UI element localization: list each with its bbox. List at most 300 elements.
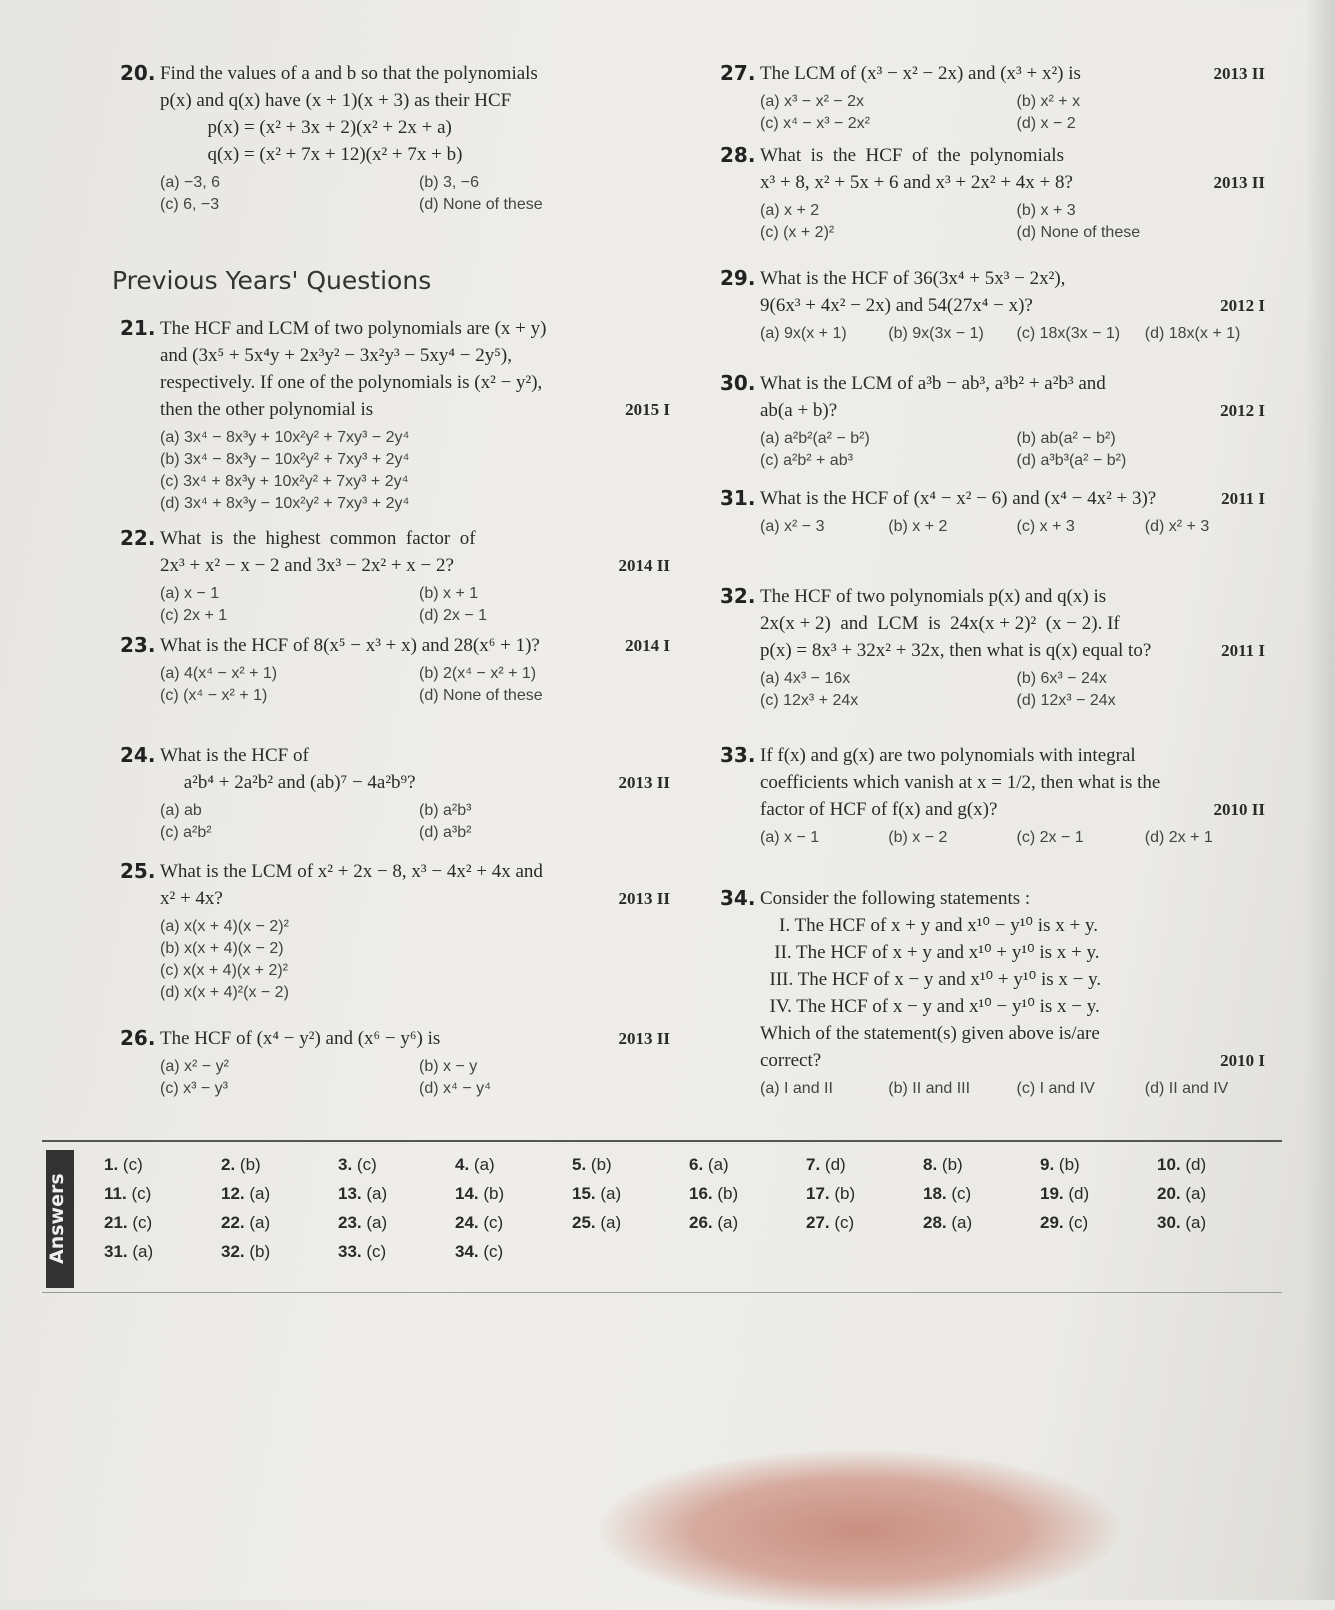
- question-text: If f(x) and g(x) are two polynomials with integral: [760, 745, 1136, 766]
- options-list: [160, 1056, 670, 1100]
- answer-choice: (d): [1185, 1155, 1207, 1174]
- answer-number: 17.: [806, 1184, 830, 1203]
- question-text: The HCF and LCM of two polynomials are (x + y): [160, 318, 547, 339]
- answer-number: 32.: [221, 1242, 245, 1261]
- question-text-line: [160, 885, 670, 912]
- question-text-line: [760, 485, 1265, 512]
- option-a: (a) −3, 6: [160, 174, 221, 191]
- option-a: (a) x + 2: [760, 202, 820, 219]
- question-34: [720, 885, 1265, 1100]
- answer-item: [221, 1152, 338, 1177]
- option-d: (d) x⁴ − y⁴: [419, 1080, 491, 1097]
- answer-item: [806, 1181, 923, 1206]
- exam-year: 2015 I: [625, 400, 670, 419]
- question-text: What is the HCF of 8(x⁵ − x³ + x) and 28(x⁶ + 1)?: [160, 635, 540, 656]
- answer-number: 16.: [689, 1184, 713, 1203]
- answer-item: [455, 1181, 572, 1206]
- question-text-line: [160, 60, 670, 87]
- answer-choice: (c): [366, 1242, 387, 1261]
- option-a: (a) x − 1: [160, 585, 220, 602]
- question-number: 29.: [720, 266, 756, 290]
- answer-item: [923, 1210, 1040, 1235]
- question-30: [720, 370, 1265, 472]
- option-d: (d) None of these: [419, 196, 543, 213]
- question-text: x³ + 8, x² + 5x + 6 and x³ + 2x² + 4x + 8?: [760, 172, 1073, 193]
- answer-choice: (a): [132, 1242, 154, 1261]
- answer-number: 33.: [338, 1242, 362, 1261]
- answer-number: 34.: [455, 1242, 479, 1261]
- question-text-line: [160, 87, 670, 114]
- answer-choice: (c): [356, 1155, 377, 1174]
- answer-choice: (a): [249, 1184, 271, 1203]
- question-number: 33.: [720, 743, 756, 767]
- question-text: I. The HCF of x + y and x¹⁰ − y¹⁰ is x + y.: [760, 915, 1098, 936]
- answer-choice: (b): [941, 1155, 963, 1174]
- question-text: II. The HCF of x + y and x¹⁰ + y¹⁰ is x + y.: [760, 942, 1100, 963]
- answer-item: [104, 1181, 221, 1206]
- question-text-line: [760, 966, 1265, 993]
- answer-item: [1040, 1210, 1157, 1235]
- option-b: (b) 6x³ − 24x: [1016, 670, 1107, 687]
- option-d: (d) None of these: [419, 687, 543, 704]
- answer-item: [1040, 1239, 1157, 1264]
- answer-number: 13.: [338, 1184, 362, 1203]
- question-24: [120, 742, 670, 844]
- answer-item: [221, 1181, 338, 1206]
- question-text-line: [760, 292, 1265, 319]
- question-text-line: [760, 939, 1265, 966]
- option-b: (b) x + 1: [419, 585, 479, 602]
- question-number: 21.: [120, 316, 156, 340]
- answer-choice: (a): [1185, 1184, 1207, 1203]
- question-text: p(x) and q(x) have (x + 1)(x + 3) as their HCF: [160, 90, 512, 111]
- question-text-line: [160, 858, 670, 885]
- question-text: respectively. If one of the polynomials is (x² − y²),: [160, 372, 543, 393]
- question-23: [120, 632, 670, 707]
- option-c: (c) a²b² + ab³: [760, 452, 853, 469]
- answer-choice: (b): [483, 1184, 505, 1203]
- answer-number: 27.: [806, 1213, 830, 1232]
- option-b: (b) x − y: [419, 1058, 478, 1075]
- option-d: (d) II and IV: [1144, 1080, 1229, 1097]
- options-list: [160, 172, 670, 216]
- question-text: What is the highest common factor of: [160, 528, 476, 549]
- answer-choice: (b): [239, 1155, 261, 1174]
- question-text: ab(a + b)?: [760, 400, 838, 421]
- option-b: (b) 3, −6: [419, 174, 480, 191]
- question-text: correct?: [760, 1050, 822, 1071]
- answer-choice: (a): [366, 1184, 388, 1203]
- question-text: coefficients which vanish at x = 1/2, then what is the: [760, 772, 1161, 793]
- question-22: [120, 525, 670, 627]
- answer-number: 14.: [455, 1184, 479, 1203]
- option-c: (c) (x⁴ − x² + 1): [160, 687, 268, 704]
- option-b: (b) x(x + 4)(x − 2): [160, 940, 284, 957]
- answer-number: 30.: [1157, 1213, 1181, 1232]
- answer-choice: (a): [366, 1213, 388, 1232]
- answer-choice: (a): [473, 1155, 495, 1174]
- answers-label: Answers: [46, 1150, 74, 1288]
- question-number: 23.: [120, 633, 156, 657]
- question-text-line: [160, 141, 670, 168]
- question-number: 32.: [720, 584, 756, 608]
- question-text-line: [160, 396, 670, 423]
- options-list: [160, 427, 670, 515]
- question-text-line: [760, 993, 1265, 1020]
- answer-number: 4.: [455, 1155, 470, 1174]
- question-31: [720, 485, 1265, 538]
- exam-year: 2011 I: [1221, 641, 1265, 660]
- answer-number: 6.: [689, 1155, 704, 1174]
- option-b: (b) ab(a² − b²): [1016, 430, 1116, 447]
- option-c: (c) a²b²: [160, 824, 212, 841]
- answer-number: 5.: [572, 1155, 587, 1174]
- question-28: [720, 142, 1265, 244]
- section-heading: Previous Years' Questions: [112, 266, 432, 295]
- question-text: What is the HCF of the polynomials: [760, 145, 1064, 166]
- question-27: [720, 60, 1265, 135]
- question-text-line: [760, 60, 1265, 87]
- answer-item: [572, 1210, 689, 1235]
- question-text-line: [760, 1020, 1265, 1047]
- question-text: The LCM of (x³ − x² − 2x) and (x³ + x²) is: [760, 63, 1081, 84]
- answer-number: 20.: [1157, 1184, 1181, 1203]
- answer-choice: (d): [824, 1155, 846, 1174]
- answer-choice: (a): [707, 1155, 729, 1174]
- question-number: 28.: [720, 143, 756, 167]
- answer-item: [1157, 1152, 1274, 1177]
- question-21: [120, 315, 670, 515]
- answer-number: 22.: [221, 1213, 245, 1232]
- answer-choice: (c): [131, 1184, 152, 1203]
- question-text: and (3x⁵ + 5x⁴y + 2x³y² − 3x²y³ − 5xy⁴ − 2y⁵),: [160, 345, 512, 366]
- question-text-line: [160, 742, 670, 769]
- answer-number: 29.: [1040, 1213, 1064, 1232]
- exam-year: 2013 II: [1213, 173, 1265, 192]
- answer-choice: (c): [951, 1184, 972, 1203]
- options-list: [760, 668, 1265, 712]
- option-b: (b) a²b³: [419, 802, 472, 819]
- answer-item: [1040, 1181, 1157, 1206]
- answer-item: [1040, 1152, 1157, 1177]
- exam-year: 2012 I: [1220, 296, 1265, 315]
- answer-choice: (c): [834, 1213, 855, 1232]
- question-text-line: [760, 370, 1265, 397]
- options-list: [160, 800, 670, 844]
- question-text-line: [160, 1025, 670, 1052]
- answer-item: [338, 1210, 455, 1235]
- question-text-line: [760, 610, 1265, 637]
- answer-number: 10.: [1157, 1155, 1181, 1174]
- question-text-line: [760, 169, 1265, 196]
- options-list: [160, 916, 670, 1004]
- option-d: (d) None of these: [1016, 224, 1141, 241]
- question-text: What is the HCF of 36(3x⁴ + 5x³ − 2x²),: [760, 268, 1066, 289]
- answer-choice: (a): [717, 1213, 739, 1232]
- answer-choice: (c): [132, 1213, 153, 1232]
- exam-year: 2014 I: [625, 636, 670, 655]
- option-c: (c) 6, −3: [160, 196, 220, 213]
- page-edge-shadow: [1305, 0, 1335, 1600]
- page-smudge: [600, 1450, 1120, 1610]
- option-b: (b) II and III: [888, 1080, 971, 1097]
- question-text: What is the HCF of (x⁴ − x² − 6) and (x⁴ − 4x² + 3)?: [760, 488, 1157, 509]
- answer-number: 25.: [572, 1213, 596, 1232]
- question-text: 2x³ + x² − x − 2 and 3x³ − 2x² + x − 2?: [160, 555, 454, 576]
- question-33: [720, 742, 1265, 849]
- answer-item: [1157, 1239, 1274, 1264]
- answer-choice: (b): [249, 1242, 271, 1261]
- question-29: [720, 265, 1265, 345]
- option-a: (a) x² − y²: [160, 1058, 229, 1075]
- answer-choice: (a): [600, 1213, 622, 1232]
- question-25: [120, 858, 670, 1004]
- options-list: [760, 200, 1265, 244]
- question-text: III. The HCF of x − y and x¹⁰ + y¹⁰ is x − y.: [760, 969, 1102, 990]
- question-text-line: [160, 632, 670, 659]
- answer-item: [689, 1152, 806, 1177]
- option-c: (c) 3x⁴ + 8x³y + 10x²y² + 7xy³ + 2y⁴: [160, 473, 409, 490]
- answers-grid: [104, 1152, 1274, 1264]
- question-text: 2x(x + 2) and LCM is 24x(x + 2)² (x − 2). If: [760, 613, 1120, 634]
- answer-item: [806, 1210, 923, 1235]
- question-number: 27.: [720, 61, 756, 85]
- question-number: 26.: [120, 1026, 156, 1050]
- question-number: 31.: [720, 486, 756, 510]
- answer-choice: (c): [483, 1242, 504, 1261]
- answer-item: [221, 1210, 338, 1235]
- question-text-line: [760, 885, 1265, 912]
- option-b: (b) 9x(3x − 1): [888, 325, 984, 342]
- option-b: (b) 2(x⁴ − x² + 1): [419, 665, 537, 682]
- answer-number: 18.: [923, 1184, 947, 1203]
- answer-number: 15.: [572, 1184, 596, 1203]
- question-text: 9(6x³ + 4x² − 2x) and 54(27x⁴ − x)?: [760, 295, 1033, 316]
- options-list: [760, 91, 1265, 135]
- question-text-line: [760, 912, 1265, 939]
- exam-year: 2010 I: [1220, 1051, 1265, 1070]
- answer-number: 31.: [104, 1242, 128, 1261]
- question-number: 22.: [120, 526, 156, 550]
- option-a: (a) x(x + 4)(x − 2)²: [160, 918, 289, 935]
- answer-item: [806, 1239, 923, 1264]
- answer-item: [338, 1239, 455, 1264]
- answer-item: [1157, 1181, 1274, 1206]
- options-list: [760, 323, 1265, 345]
- question-text: a²b⁴ + 2a²b² and (ab)⁷ − 4a²b⁹?: [160, 772, 416, 793]
- question-text: p(x) = 8x³ + 32x² + 32x, then what is q(x) equal to?: [760, 640, 1152, 661]
- answer-number: 24.: [455, 1213, 479, 1232]
- option-d: (d) a³b²: [419, 824, 472, 841]
- option-c: (c) x + 3: [1016, 518, 1075, 535]
- answer-number: 8.: [923, 1155, 938, 1174]
- option-b: (b) x + 2: [888, 518, 948, 535]
- question-text-line: [760, 637, 1265, 664]
- answer-item: [572, 1152, 689, 1177]
- answer-item: [572, 1239, 689, 1264]
- answer-choice: (b): [1058, 1155, 1080, 1174]
- answer-number: 3.: [338, 1155, 353, 1174]
- option-b: (b) x² + x: [1016, 93, 1081, 110]
- option-c: (c) x(x + 4)(x + 2)²: [160, 962, 289, 979]
- question-text: factor of HCF of f(x) and g(x)?: [760, 799, 998, 820]
- option-a: (a) x² − 3: [760, 518, 825, 535]
- option-a: (a) 3x⁴ − 8x³y + 10x²y² + 7xy³ − 2y⁴: [160, 429, 410, 446]
- exam-year: 2013 II: [618, 1029, 670, 1048]
- option-a: (a) x³ − x² − 2x: [760, 93, 865, 110]
- question-text: Consider the following statements :: [760, 888, 1031, 909]
- answer-choice: (c): [1068, 1213, 1089, 1232]
- question-text-line: [760, 265, 1265, 292]
- question-text-line: [760, 796, 1265, 823]
- option-a: (a) 4x³ − 16x: [760, 670, 851, 687]
- option-d: (d) a³b³(a² − b²): [1016, 452, 1127, 469]
- option-d: (d) x − 2: [1016, 115, 1076, 132]
- question-text: The HCF of two polynomials p(x) and q(x) is: [760, 586, 1107, 607]
- question-text: IV. The HCF of x − y and x¹⁰ − y¹⁰ is x − y.: [760, 996, 1100, 1017]
- question-text-line: [160, 114, 670, 141]
- answer-number: 28.: [923, 1213, 947, 1232]
- options-list: [760, 516, 1265, 538]
- options-list: [160, 663, 670, 707]
- question-text: What is the HCF of: [160, 745, 309, 766]
- answer-number: 23.: [338, 1213, 362, 1232]
- question-number: 30.: [720, 371, 756, 395]
- options-list: [760, 1078, 1265, 1100]
- answer-choice: (a): [249, 1213, 271, 1232]
- question-text-line: [160, 315, 670, 342]
- option-c: (c) 12x³ + 24x: [760, 692, 859, 709]
- answer-item: [221, 1239, 338, 1264]
- question-text: x² + 4x?: [160, 888, 223, 909]
- answer-item: [689, 1181, 806, 1206]
- question-text: The HCF of (x⁴ − y²) and (x⁶ − y⁶) is: [160, 1028, 441, 1049]
- answer-choice: (a): [1185, 1213, 1207, 1232]
- question-text-line: [160, 342, 670, 369]
- answer-choice: (d): [1068, 1184, 1090, 1203]
- option-b: (b) x + 3: [1016, 202, 1076, 219]
- option-d: (d) 2x − 1: [419, 607, 488, 624]
- options-list: [760, 827, 1265, 849]
- question-text-line: [760, 142, 1265, 169]
- answer-item: [923, 1181, 1040, 1206]
- question-text: then the other polynomial is: [160, 399, 374, 420]
- question-text-line: [760, 1047, 1265, 1074]
- option-d: (d) x(x + 4)²(x − 2): [160, 984, 289, 1001]
- question-text-line: [160, 525, 670, 552]
- question-text-line: [160, 369, 670, 396]
- option-d: (d) 12x³ − 24x: [1016, 692, 1116, 709]
- question-text-line: [760, 397, 1265, 424]
- answer-item: [455, 1152, 572, 1177]
- option-a: (a) 9x(x + 1): [760, 325, 847, 342]
- question-text: What is the LCM of a³b − ab³, a³b² + a²b³ and: [760, 373, 1106, 394]
- option-c: (c) 2x + 1: [160, 607, 228, 624]
- question-text: p(x) = (x² + 3x + 2)(x² + 2x + a): [160, 117, 452, 138]
- option-b: (b) x − 2: [888, 829, 948, 846]
- answer-choice: (b): [717, 1184, 739, 1203]
- option-a: (a) x − 1: [760, 829, 820, 846]
- answer-number: 11.: [104, 1184, 127, 1203]
- answer-item: [104, 1210, 221, 1235]
- option-d: (d) 18x(x + 1): [1144, 325, 1241, 342]
- question-20: [120, 60, 670, 216]
- options-list: [760, 428, 1265, 472]
- answer-number: 2.: [221, 1155, 236, 1174]
- question-number: 20.: [120, 61, 156, 85]
- options-list: [160, 583, 670, 627]
- question-26: [120, 1025, 670, 1100]
- question-text-line: [760, 583, 1265, 610]
- option-c: (c) 18x(3x − 1): [1016, 325, 1121, 342]
- answer-number: 19.: [1040, 1184, 1064, 1203]
- question-32: [720, 583, 1265, 712]
- answer-number: 21.: [104, 1213, 128, 1232]
- question-text: Find the values of a and b so that the polynomials: [160, 63, 538, 84]
- question-text-line: [760, 769, 1265, 796]
- exam-year: 2010 II: [1213, 800, 1265, 819]
- answer-item: [689, 1239, 806, 1264]
- answer-choice: (c): [483, 1213, 504, 1232]
- answers-box: [42, 1140, 1282, 1293]
- option-a: (a) 4(x⁴ − x² + 1): [160, 665, 278, 682]
- option-c: (c) x³ − y³: [160, 1080, 228, 1097]
- answer-item: [338, 1152, 455, 1177]
- option-c: (c) 2x − 1: [1016, 829, 1084, 846]
- answer-choice: (c): [122, 1155, 143, 1174]
- answer-number: 12.: [221, 1184, 245, 1203]
- option-a: (a) a²b²(a² − b²): [760, 430, 870, 447]
- exam-year: 2013 II: [618, 773, 670, 792]
- option-d: (d) 3x⁴ + 8x³y − 10x²y² + 7xy³ + 2y⁴: [160, 495, 410, 512]
- option-c: (c) x⁴ − x³ − 2x²: [760, 115, 870, 132]
- question-text-line: [160, 552, 670, 579]
- option-a: (a) ab: [160, 802, 202, 819]
- answer-item: [572, 1181, 689, 1206]
- answer-item: [455, 1210, 572, 1235]
- answer-item: [338, 1181, 455, 1206]
- answer-item: [104, 1152, 221, 1177]
- answer-item: [455, 1239, 572, 1264]
- answer-item: [1157, 1210, 1274, 1235]
- question-number: 25.: [120, 859, 156, 883]
- option-d: (d) 2x + 1: [1144, 829, 1213, 846]
- answer-choice: (b): [590, 1155, 612, 1174]
- answer-number: 7.: [806, 1155, 821, 1174]
- answer-item: [806, 1152, 923, 1177]
- question-text: Which of the statement(s) given above is/are: [760, 1023, 1100, 1044]
- exam-year: 2013 II: [1213, 64, 1265, 83]
- answer-number: 1.: [104, 1155, 119, 1174]
- answer-choice: (a): [600, 1184, 622, 1203]
- option-c: (c) I and IV: [1016, 1080, 1095, 1097]
- answer-item: [104, 1239, 221, 1264]
- option-c: (c) (x + 2)²: [760, 224, 835, 241]
- option-d: (d) x² + 3: [1144, 518, 1210, 535]
- answer-item: [923, 1239, 1040, 1264]
- question-text: What is the LCM of x² + 2x − 8, x³ − 4x² + 4x and: [160, 861, 543, 882]
- question-text-line: [760, 742, 1265, 769]
- answer-item: [689, 1210, 806, 1235]
- exam-year: 2013 II: [618, 889, 670, 908]
- answer-number: 9.: [1040, 1155, 1055, 1174]
- answer-item: [923, 1152, 1040, 1177]
- question-number: 24.: [120, 743, 156, 767]
- question-number: 34.: [720, 886, 756, 910]
- answer-number: 26.: [689, 1213, 713, 1232]
- exam-year: 2011 I: [1221, 489, 1265, 508]
- answer-choice: (a): [951, 1213, 973, 1232]
